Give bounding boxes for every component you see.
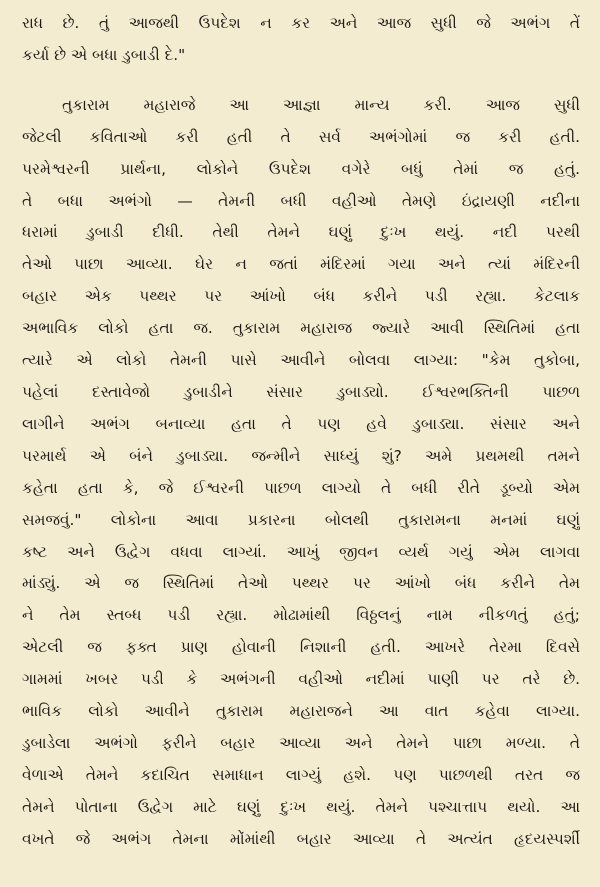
- text-line: સમજવું." લોકોના આવા પ્રકારના બોલથી તુકારામના મનમાં ઘણું: [22, 510, 580, 529]
- text-line: ને તેમ સ્તબ્ધ પડી રહ્યા. મોઢામાંથી વિઠ્ઠલનું નામ નીકળતું હતું;: [22, 606, 580, 625]
- text-line: ધરામાં ડુબાડી દીધી. તેથી તેમને ઘણું દુઃખ થયું. નદી પરથી: [22, 223, 580, 242]
- text-line: એટલી જ ફક્ત પ્રાણ હોવાની નિશાની હતી. આખરે તેરમા દિવસે: [22, 638, 580, 657]
- text-line: પહેલાં દસ્તાવેજો ડુબાડીને સંસાર ડુબાડ્યો. ઈશ્વરભક્તિની પાછળ: [22, 382, 580, 401]
- text-line: જેટલી કવિતાઓ કરી હતી તે સર્વ અભંગોમાં જ કરી હતી.: [22, 127, 580, 146]
- text-line: પરમેશ્વરની પ્રાર્થના, લોકોને ઉપદેશ વગેરે બધું તેમાં જ હતું.: [22, 159, 580, 178]
- text-line: રાધ છે. તું આજથી ઉપદેશ ન કર અને આજ સુધી જે અભંગ તેં: [22, 14, 580, 32]
- paragraph-spacer: [22, 72, 580, 90]
- text-line: વેળાએ તેમને કદાચિત સમાધાન લાગ્યું હશે. પણ પાછળથી તરત જ: [22, 765, 580, 784]
- paragraph-1: [22, 8, 580, 72]
- text-line: ડુબાડેલા અભંગો ફરીને બહાર આવ્યા અને તેમને પાછા મળ્યા. તે: [22, 733, 580, 752]
- paragraph-2: [22, 90, 580, 856]
- text-line: કર્યા છે એ બધા ડુબાડી દે.": [22, 45, 186, 64]
- text-line: કહેતા હતા કે, જે ઈશ્વરની પાછળ લાગ્યો તે બધી રીતે ડૂબ્યો એમ: [22, 478, 580, 497]
- text-line: ત્યારે એ લોકો તેમની પાસે આવીને બોલવા લાગ્યા: "કેમ તુકોબા,: [22, 351, 580, 370]
- text-line: ભાવિક લોકો આવીને તુકારામ મહારાજને આ વાત કહેવા લાગ્યા.: [22, 702, 580, 721]
- text-line: પરમાર્થ એ બંને ડુબાડ્યા. જન્મીને સાધ્યું શું? અમે પ્રથમથી તમને: [22, 446, 580, 465]
- text-line: તેઓ પાછા આવ્યા. ઘેર ન જતાં મંદિરમાં ગયા અને ત્યાં મંદિરની: [22, 255, 580, 274]
- text-line: લાગીને અભંગ બનાવ્યા હતા તે પણ હવે ડુબાડ્યા. સંસાર અને: [22, 414, 580, 433]
- text-line: ગામમાં ખબર પડી કે અભંગની વહીઓ નદીમાં પાણી પર તરે છે.: [22, 670, 580, 689]
- text-line: બહાર એક પથ્થર પર આંખો બંધ કરીને પડી રહ્યા. કેટલાક: [22, 287, 580, 306]
- text-line: વખતે જે અભંગ તેમના મોંમાંથી બહાર આવ્યા તે અત્યંત હૃદયસ્પર્શી: [22, 829, 580, 848]
- text-line: તે બધા અભંગો — તેમની બધી વહીઓ તેમણે ઇંદ્રાયણી નદીના: [22, 191, 580, 210]
- text-line: તેમને પોતાના ઉદ્વેગ માટે ઘણું દુઃખ થયું. તેમને પશ્ચાત્તાપ થયો. આ: [22, 797, 580, 816]
- text-line: માંડ્યું. એ જ સ્થિતિમાં તેઓ પથ્થર પર આંખો બંધ કરીને તેમ: [22, 574, 580, 593]
- text-line: તુકારામ મહારાજે આ આજ્ઞા માન્ય કરી. આજ સુધી: [62, 95, 580, 114]
- text-line: કષ્ટ અને ઉદ્વેગ વધવા લાગ્યાં. આખું જીવન વ્યર્થ ગયું એમ લાગવા: [22, 542, 580, 561]
- text-line: અભાવિક લોકો હતા જ. તુકારામ મહારાજ જ્યારે આવી સ્થિતિમાં હતા: [22, 319, 580, 338]
